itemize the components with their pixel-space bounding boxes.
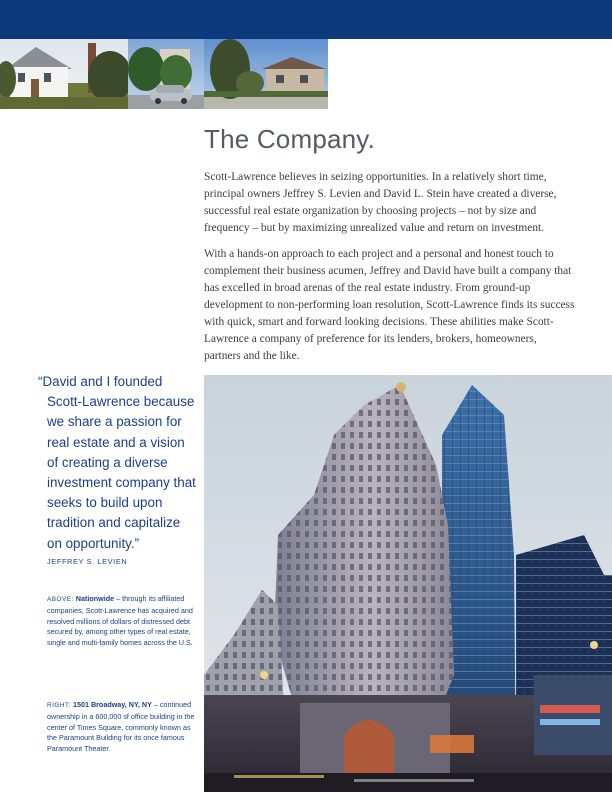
pull-quote-text: “David and I founded Scott-Lawrence because we share a passion for real estate and a vision of creating a diverse investment company that seeks to build upon tradition and capitalize on opportunity.” [38, 374, 196, 551]
caption-highlight: Nationwide [75, 594, 115, 603]
page-title: The Company. [204, 124, 375, 154]
homes-photo-strip [0, 39, 328, 109]
pull-quote [38, 372, 198, 554]
caption-right [47, 700, 197, 755]
approach-paragraph: With a hands-on approach to each project and a personal and honest touch to complement their business acumen, Jeffrey and David have built a company that has excelled in broad arenas of the real estate industry. From ground-up development to non-performing loan resolution, Scott-Lawrence finds its success with quick, smart and forward looking decisions. These abilities make Scott-Lawrence a company of preference for its lenders, brokers, homeowners, partners and the like. [204, 248, 575, 362]
paramount-building-photo [204, 375, 612, 792]
caption-text: – continued ownership in a 600,000 sf office building in the center of Times Square, commonly known as the Paramount Building for its once famous Paramount Theater. [47, 700, 195, 754]
caption-label: RIGHT: [47, 702, 71, 709]
intro-paragraph: Scott-Lawrence believes in seizing opportunities. In a relatively short time, principal owners Jeffrey S. Levien and David L. Stein have created a diverse, successful real estate organization by choosing projects – not by size and frequency – but by maximizing unrealized value and return on investment. [204, 171, 557, 234]
caption-highlight: 1501 Broadway, NY, NY [72, 700, 152, 709]
caption-text: – through its affiliated companies, Scott-Lawrence has acquired and resolved millions of dollars of distressed debt secured by, among other types of real estate, single and multi-family homes across the U.S. [47, 594, 193, 648]
header-bar [0, 0, 612, 39]
caption-above [47, 594, 197, 649]
caption-label: ABOVE: [47, 596, 74, 603]
quote-attribution: JEFFREY S. LEVIEN [47, 557, 128, 566]
